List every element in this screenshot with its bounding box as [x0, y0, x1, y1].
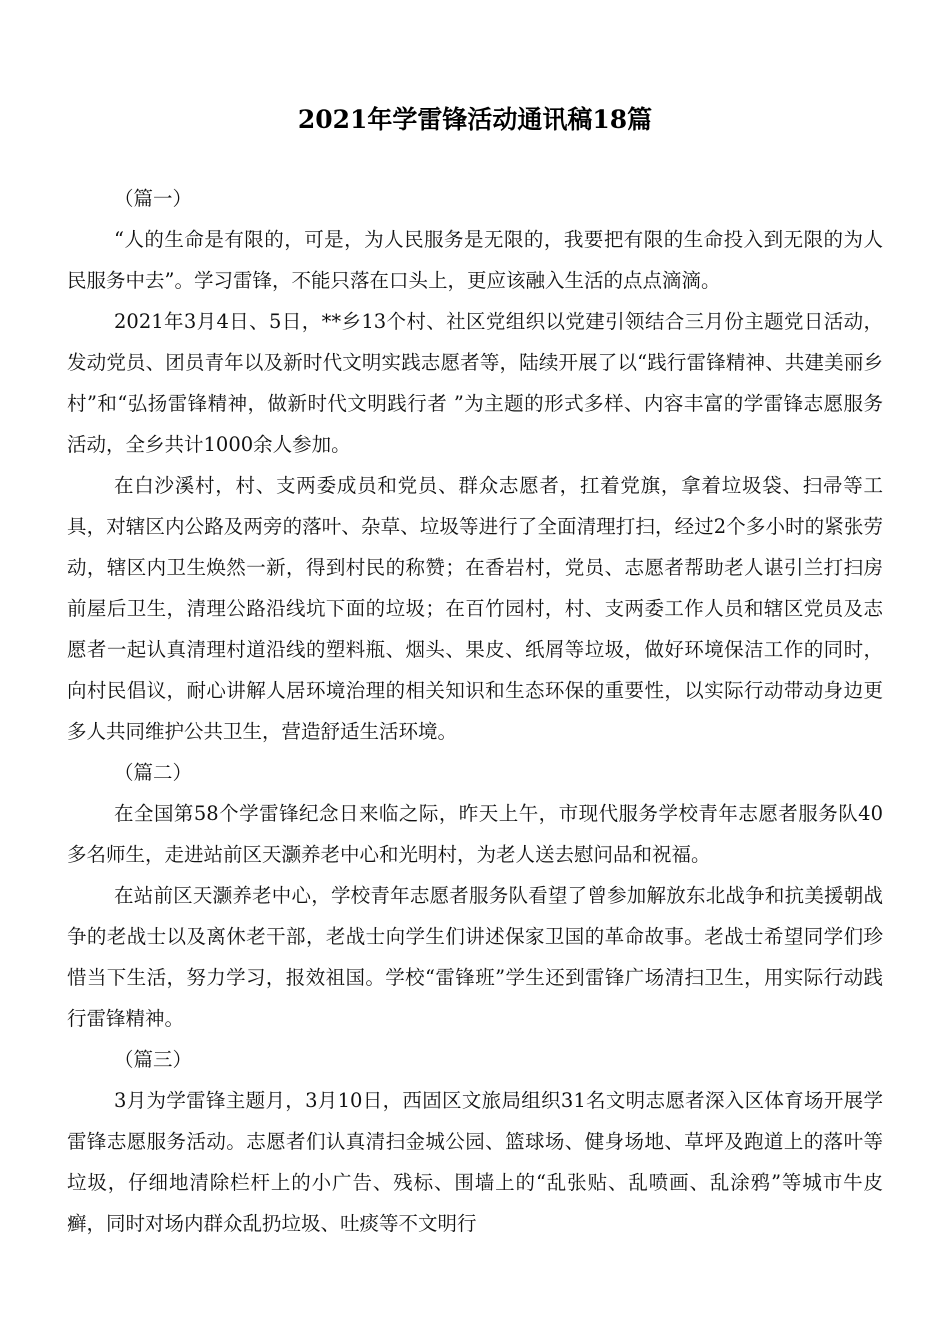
paragraph: “人的生命是有限的，可是，为人民服务是无限的，我要把有限的生命投入到无限的为人民服务中去”。学习雷锋，不能只落在口头上，更应该融入生活的点点滴滴。 [67, 228, 883, 292]
paragraph: 在全国第58个学雷锋纪念日来临之际，昨天上午，市现代服务学校青年志愿者服务队40多名师生，走进站前区天灏养老中心和光明村，为老人送去慰问品和祝福。 [67, 802, 883, 866]
paragraph: 2021年3月4日、5日，**乡13个村、社区党组织以党建引领结合三月份主题党日活动，发动党员、团员青年以及新时代文明实践志愿者等，陆续开展了以“践行雷锋精神、共建美丽乡村”和“弘扬雷锋精神，做新时代文明践行者 ”为主题的形式多样、内容丰富的学雷锋志愿服务活动，全乡共计1000余人参加。 [67, 310, 883, 456]
section-label-2: （篇二） [114, 761, 193, 784]
paragraph: 3月为学雷锋主题月，3月10日，西固区文旅局组织31名文明志愿者深入区体育场开展学雷锋志愿服务活动。志愿者们认真清扫金城公园、篮球场、健身场地、草坪及跑道上的落叶等垃圾，仔细地清除栏杆上的小广告、残标、围墙上的“乱张贴、乱喷画、乱涂鸦”等城市牛皮癣，同时对场内群众乱扔垃圾、吐痰等不文明行 [67, 1089, 883, 1235]
document-title: 2021年学雷锋活动通讯稿18篇 [297, 105, 653, 134]
section-label-1: （篇一） [114, 187, 193, 210]
paragraph: 在白沙溪村，村、支两委成员和党员、群众志愿者，扛着党旗，拿着垃圾袋、扫帚等工具，对辖区内公路及两旁的落叶、杂草、垃圾等进行了全面清理打扫，经过2个多小时的紧张劳动，辖区内卫生焕然一新，得到村民的称赞；在香岩村，党员、志愿者帮助老人谌引兰打扫房前屋后卫生，清理公路沿线坑下面的垃圾；在百竹园村，村、支两委工作人员和辖区党员及志愿者一起认真清理村道沿线的塑料瓶、烟头、果皮、纸屑等垃圾，做好环境保洁工作的同时，向村民倡议，耐心讲解人居环境治理的相关知识和生态环保的重要性，以实际行动带动身边更多人共同维护公共卫生，营造舒适生活环境。 [67, 474, 883, 743]
document-body [67, 178, 883, 1235]
section-label-3: （篇三） [114, 1048, 193, 1071]
paragraph: 在站前区天灏养老中心，学校青年志愿者服务队看望了曾参加解放东北战争和抗美援朝战争的老战士以及离休老干部，老战士向学生们讲述保家卫国的革命故事。老战士希望同学们珍惜当下生活，努力学习，报效祖国。学校“雷锋班”学生还到雷锋广场清扫卫生，用实际行动践行雷锋精神。 [67, 884, 883, 1030]
